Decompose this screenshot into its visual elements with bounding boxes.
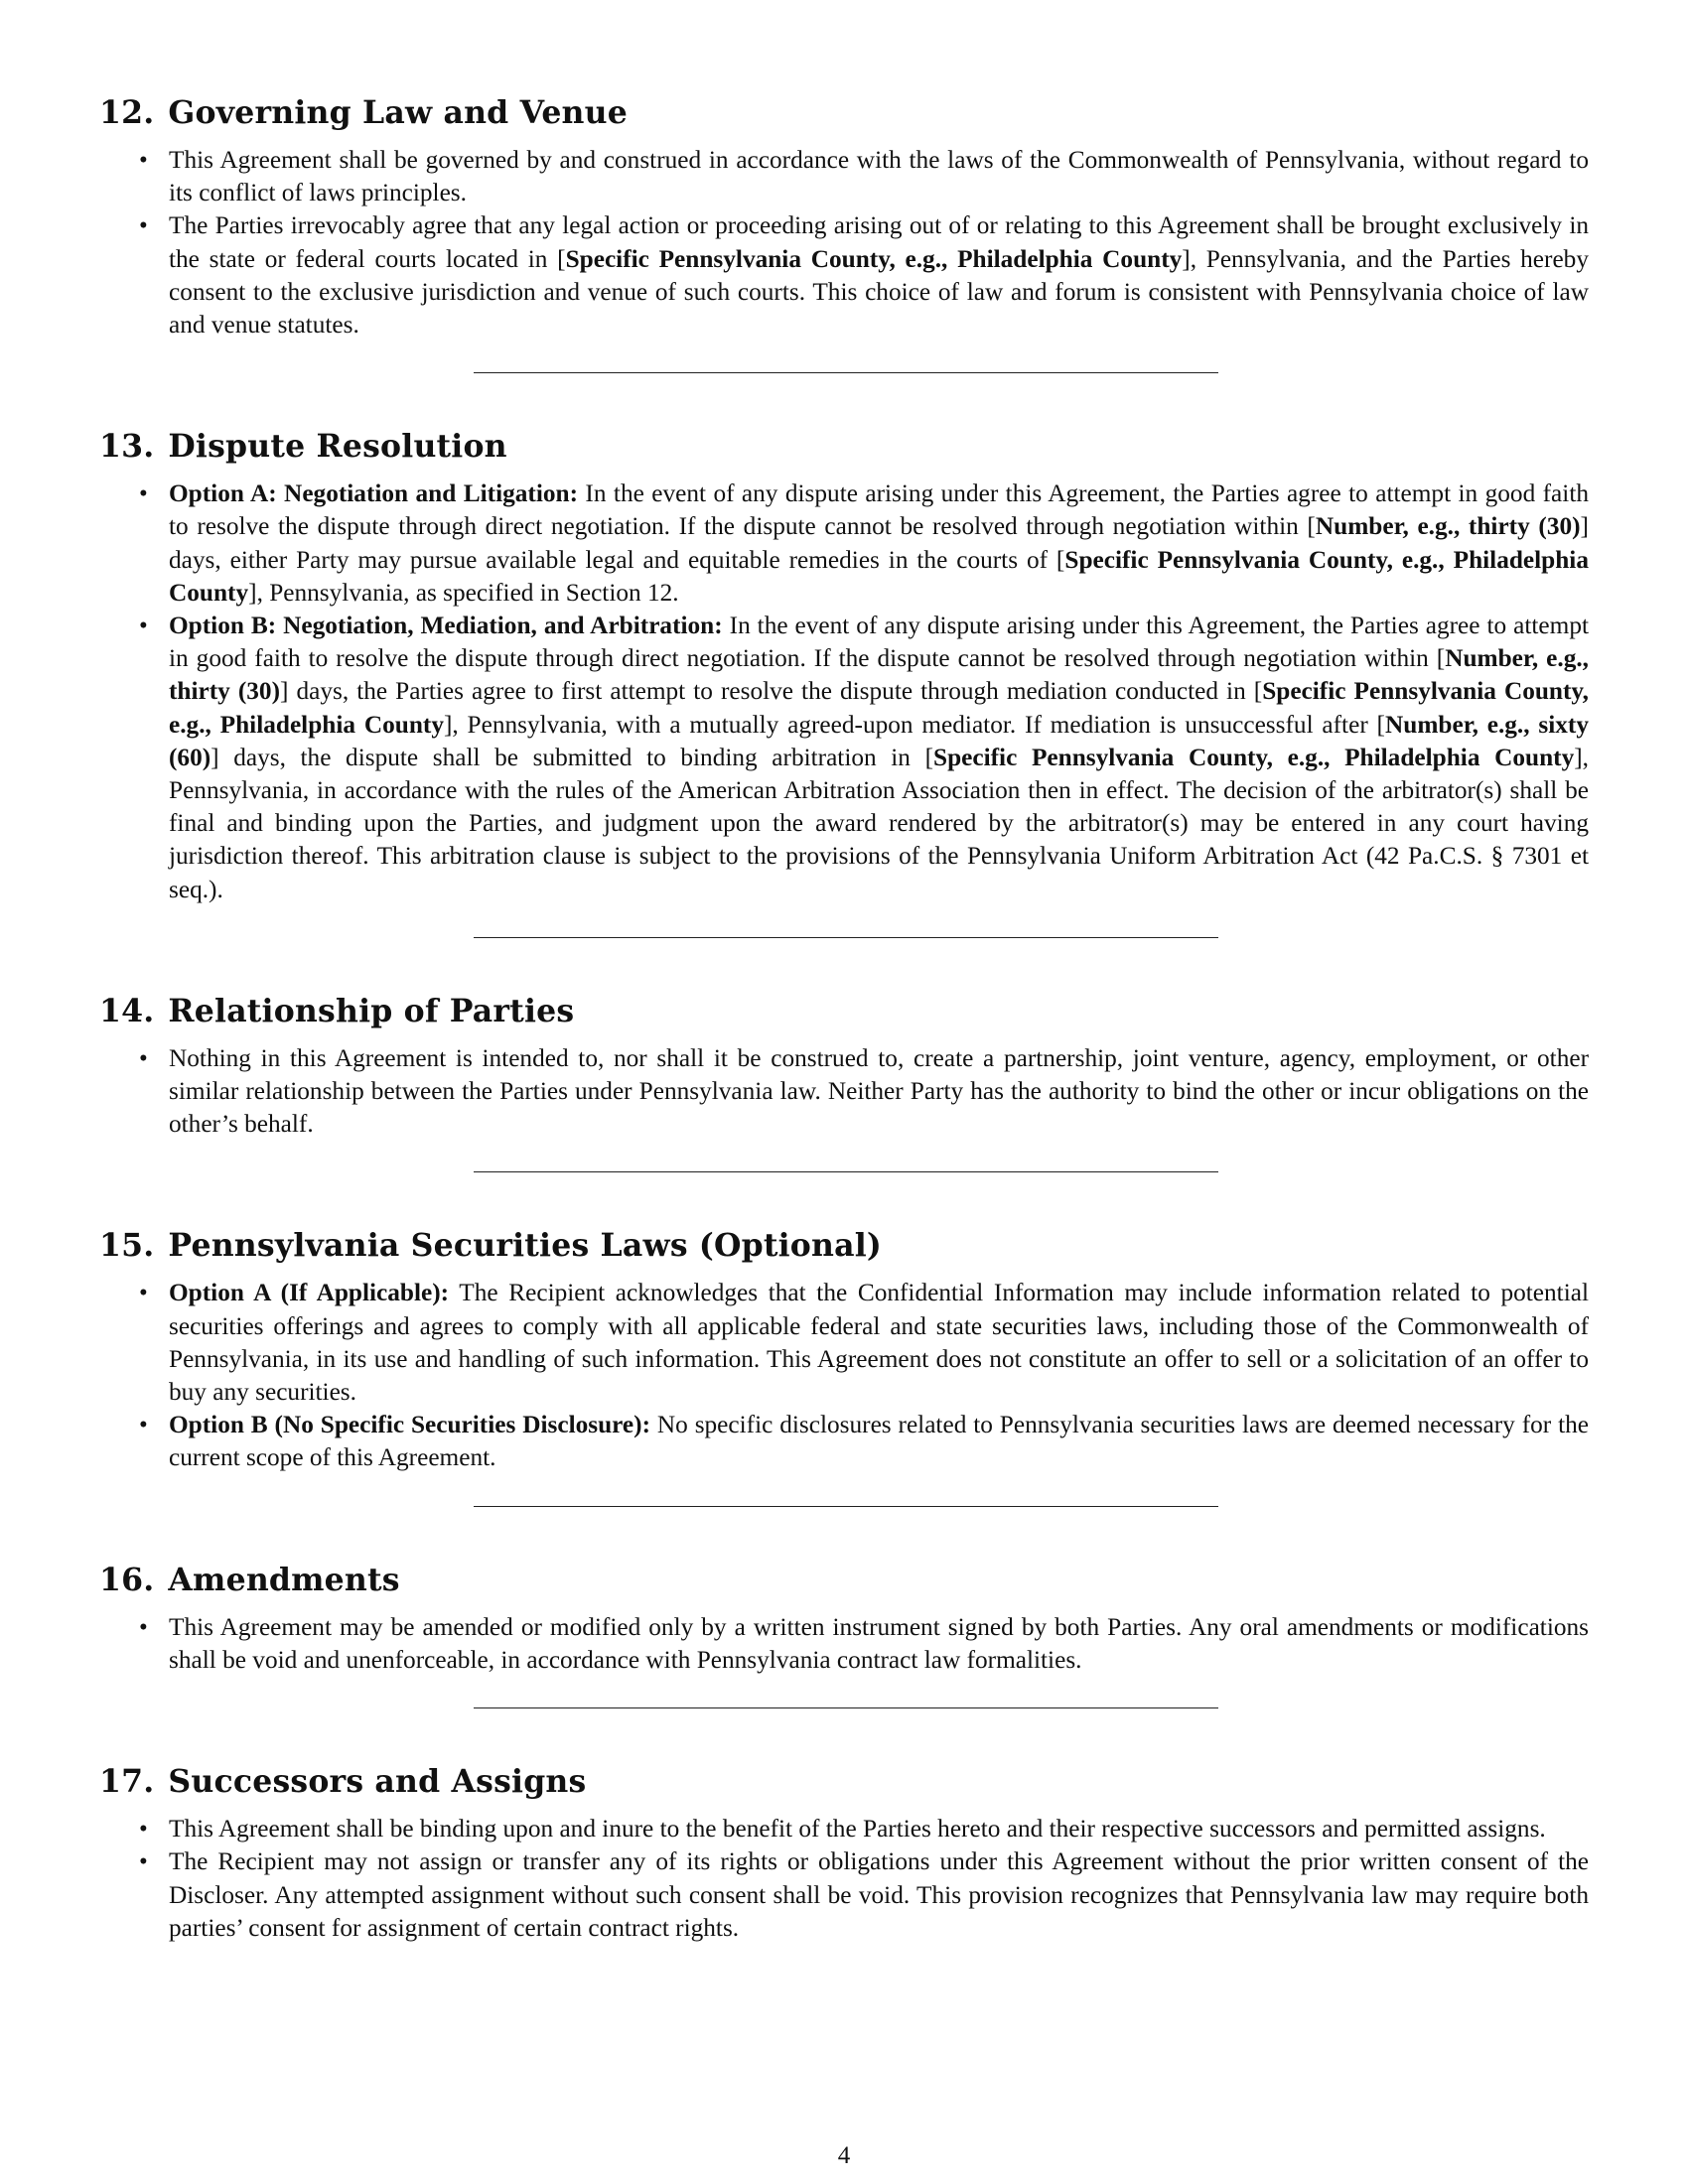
text-run: This Agreement shall be governed by and construed in accordance with the laws of the Commonwealth of Pennsylvania, without regard to its conflict of laws principles. <box>169 146 1589 207</box>
bold-text: Option B (No Specific Securities Disclosure): <box>169 1411 651 1439</box>
spacer <box>99 1507 1589 1561</box>
bullet-list <box>99 1611 1589 1677</box>
section-number: 12. <box>99 94 155 131</box>
bullet-list <box>99 1042 1589 1142</box>
bold-text: Specific Pennsylvania County, e.g., Philadelphia County <box>169 545 1589 607</box>
list-item <box>99 1409 1589 1474</box>
page-number: 4 <box>837 2142 851 2169</box>
list-item <box>99 1845 1589 1945</box>
text-run: ], Pennsylvania, in accordance with the rules of the American Arbitration Association then in effect. The decision of the arbitrator(s) shall be final and binding upon the Parties, and judgment upon the award rendered by the arbitrator(s) may be entered in any court having jurisdiction thereof. This arbitration clause is subject to the provisions of the Pennsylvania Uniform Arbitration Act (42 Pa.C.S. § 7301 et seq.). <box>169 743 1589 903</box>
list-item <box>99 144 1589 209</box>
text-run: In the event of any dispute arising under this Agreement, the Parties agree to attempt in good faith to resolve the dispute through direct negotiation. If the dispute cannot be resolved through negotiation within [ <box>169 479 1589 541</box>
list-item <box>99 1277 1589 1409</box>
section-heading <box>99 427 1589 467</box>
spacer <box>99 938 1589 992</box>
text-run: This Agreement may be amended or modified only by a written instrument signed by both Parties. Any oral amendments or modifications shall be void and unenforceable, in accordance with Pennsylvania contract law formalities. <box>169 1612 1589 1674</box>
bold-text: Number, e.g., thirty (30) <box>1315 512 1581 541</box>
bold-text: Number, e.g., thirty (30) <box>169 644 1589 706</box>
text-run: The Recipient may not assign or transfer any of its rights or obligations under this Agreement without the prior written consent of the Discloser. Any attempted assignment without such consent shall be void. This provision recognizes that Pennsylvania law may require both parties’ consent for assignment of certain contract rights. <box>169 1847 1589 1942</box>
spacer <box>99 1708 1589 1762</box>
section-number: 14. <box>99 992 155 1029</box>
section-13 <box>99 427 1589 906</box>
bold-text: Specific Pennsylvania County, e.g., Philadelphia County <box>565 244 1183 273</box>
section-15 <box>99 1226 1589 1474</box>
section-number: 16. <box>99 1561 155 1598</box>
section-heading <box>99 992 1589 1031</box>
bullet-list <box>99 1277 1589 1474</box>
section-16 <box>99 1561 1589 1677</box>
bold-text: Option A: Negotiation and Litigation: <box>169 479 578 508</box>
text-run: The Parties irrevocably agree that any legal action or proceeding arising out of or relating to this Agreement shall be brought exclusively in the state or federal courts located in [ <box>169 211 1589 273</box>
text-run: ], Pennsylvania, with a mutually agreed-upon mediator. If mediation is unsuccessful after [ <box>443 710 1385 739</box>
text-run: ] days, either Party may pursue available legal and equitable remedies in the courts of [ <box>169 512 1589 574</box>
text-run: This Agreement shall be binding upon and inure to the benefit of the Parties hereto and their respective successors and permitted assigns. <box>169 1815 1546 1843</box>
text-run: No specific disclosures related to Pennsylvania securities laws are deemed necessary for the current scope of this Agreement. <box>169 1411 1589 1472</box>
section-number: 15. <box>99 1227 155 1265</box>
spacer <box>99 373 1589 427</box>
section-heading <box>99 1561 1589 1600</box>
list-item <box>99 1042 1589 1142</box>
list-item <box>99 209 1589 341</box>
section-title: Amendments <box>168 1561 400 1598</box>
section-title: Relationship of Parties <box>168 992 575 1029</box>
bold-text: Specific Pennsylvania County, e.g., Philadelphia County <box>169 677 1590 739</box>
section-14 <box>99 992 1589 1142</box>
list-item <box>99 610 1589 906</box>
bullet-list <box>99 1813 1589 1945</box>
list-item <box>99 478 1589 610</box>
text-run: ] days, the Parties agree to first attempt to resolve the dispute through mediation conducted in [ <box>280 677 1263 706</box>
text-run: ], Pennsylvania, and the Parties hereby consent to the exclusive jurisdiction and venue of such courts. This choice of law and forum is consistent with Pennsylvania choice of law and venue statutes. <box>169 244 1589 340</box>
bullet-list <box>99 144 1589 341</box>
section-title: Pennsylvania Securities Laws (Optional) <box>168 1227 883 1265</box>
bold-text: Number, e.g., sixty (60) <box>169 710 1589 771</box>
bullet-list <box>99 478 1589 906</box>
section-title: Dispute Resolution <box>168 428 507 466</box>
text-run: The Recipient acknowledges that the Confidential Information may include information related to potential securities offerings and agrees to comply with all applicable federal and state securities laws, including those of the Commonwealth of Pennsylvania, in its use and handling of such information. This Agreement does not constitute an offer to sell or a solicitation of an offer to buy any securities. <box>169 1279 1589 1407</box>
section-number: 17. <box>99 1763 155 1801</box>
text-run: In the event of any dispute arising under this Agreement, the Parties agree to attempt in good faith to resolve the dispute through direct negotiation. If the dispute cannot be resolved through negotiation within [ <box>169 612 1589 673</box>
list-item <box>99 1611 1589 1677</box>
section-title: Successors and Assigns <box>168 1763 587 1801</box>
section-heading <box>99 93 1589 133</box>
section-number: 13. <box>99 428 155 466</box>
section-17 <box>99 1762 1589 1945</box>
spacer <box>99 1172 1589 1226</box>
section-heading <box>99 1762 1589 1802</box>
section-12 <box>99 93 1589 341</box>
section-title: Governing Law and Venue <box>168 94 629 131</box>
text-run: ] days, the dispute shall be submitted to binding arbitration in [ <box>211 743 934 771</box>
bold-text: Specific Pennsylvania County, e.g., Philadelphia County <box>933 743 1575 771</box>
bold-text: Option A (If Applicable): <box>169 1279 450 1307</box>
document-page <box>99 93 1589 1945</box>
text-run: Nothing in this Agreement is intended to, nor shall it be construed to, create a partnership, joint venture, agency, employment, or other similar relationship between the Parties under Pennsylvania law. Neither Party has the authority to bind the other or incur obligations on the other’s behalf. <box>169 1043 1589 1139</box>
text-run: ], Pennsylvania, as specified in Section 12. <box>248 578 679 607</box>
section-heading <box>99 1226 1589 1266</box>
list-item <box>99 1813 1589 1845</box>
bold-text: Option B: Negotiation, Mediation, and Arbitration: <box>169 612 723 640</box>
